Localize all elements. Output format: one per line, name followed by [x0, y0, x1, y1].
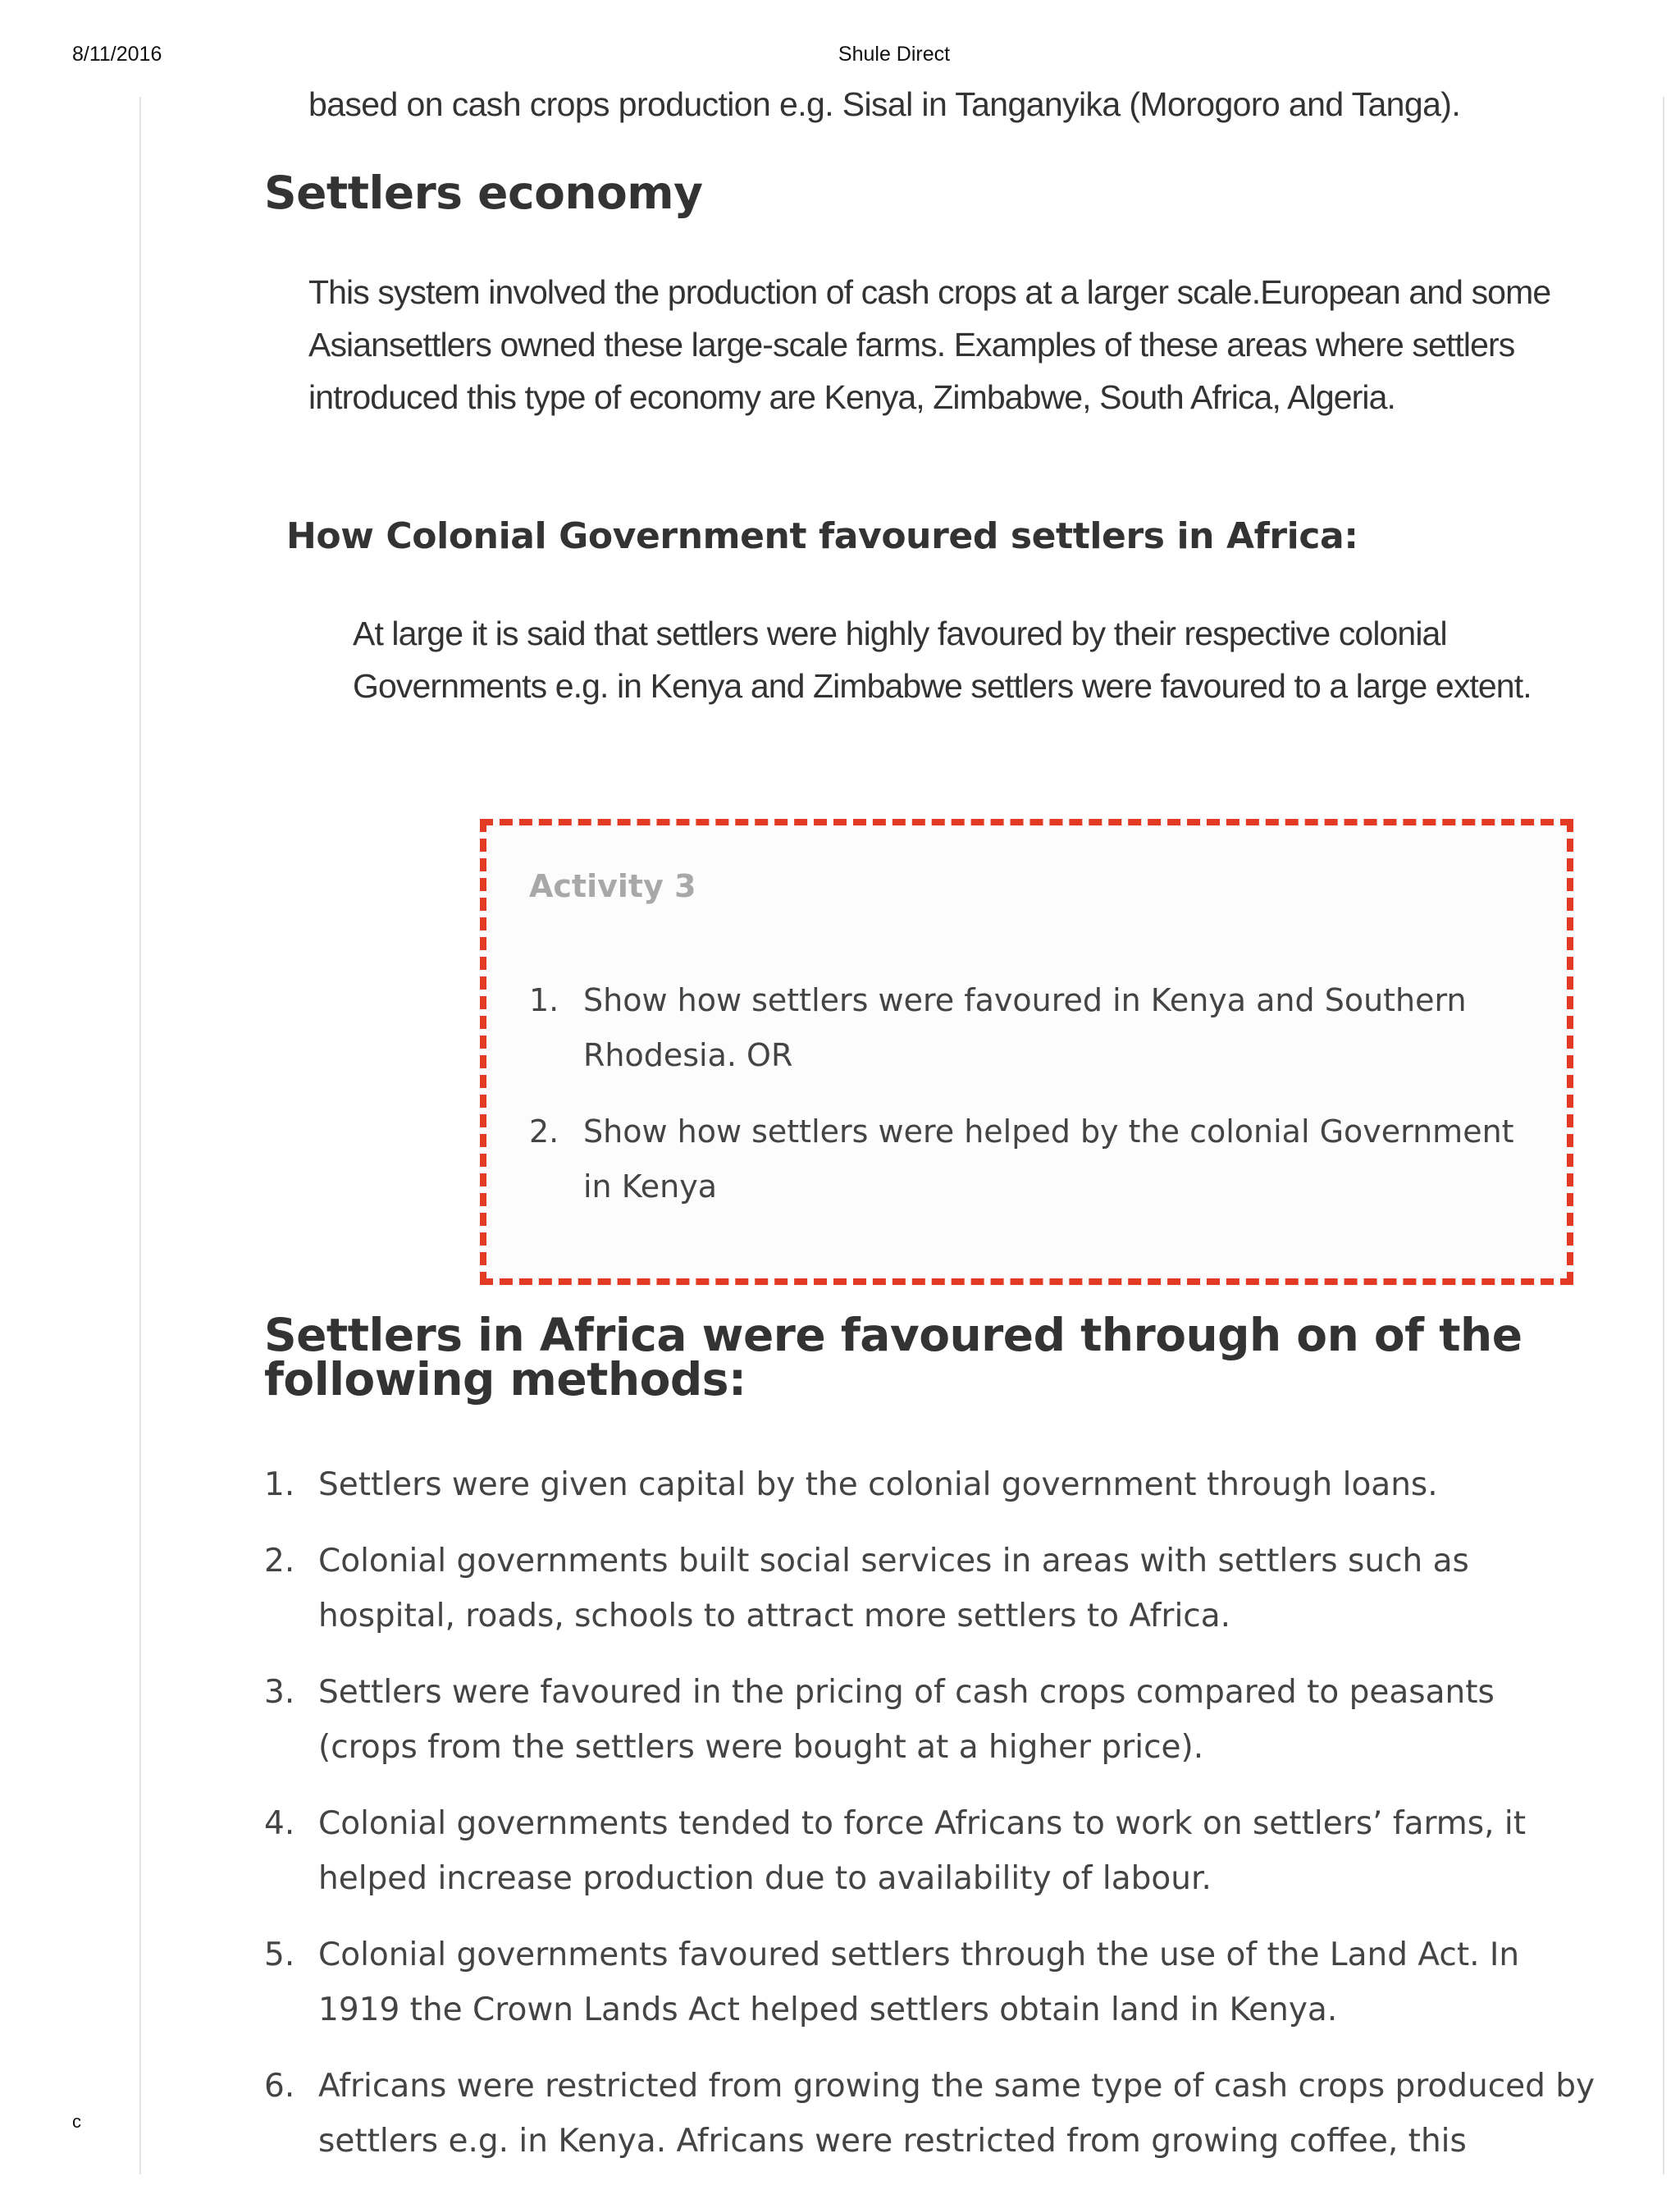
list-item: [264, 1665, 1601, 1775]
print-date: 8/11/2016: [72, 43, 162, 66]
list-item-text: Settlers were given capital by the colonial government through loans.: [318, 1466, 1438, 1503]
list-number: 1.: [264, 1466, 295, 1503]
favoured-methods-heading: Settlers in Africa were favoured through on of the following methods:: [264, 1309, 1522, 1406]
list-item-text: Colonial governments tended to force Africans to work on settlers’ farms, it helped increase production due to availability of labour.: [318, 1805, 1527, 1897]
list-number: 4.: [264, 1805, 295, 1842]
list-item: [264, 2059, 1601, 2169]
list-item-text: Settlers were favoured in the pricing of cash crops compared to peasants (crops from the settlers were bought at a higher price).: [318, 1674, 1495, 1766]
list-item: [264, 1457, 1601, 1512]
activity-question-text: Show how settlers were favoured in Kenya and Southern Rhodesia. OR: [583, 982, 1467, 1073]
list-item-text: Colonial governments built social services in areas with settlers such as hospital, roads, schools to attract more settlers to Africa.: [318, 1543, 1469, 1634]
list-number: 1.: [529, 982, 559, 1018]
list-item-text: Africans were restricted from growing the same type of cash crops produced by settlers e.g. in Kenya. Africans were restricted from growing coffee, this: [318, 2068, 1596, 2160]
activity-box: [480, 819, 1573, 1285]
list-number: 3.: [264, 1674, 295, 1711]
activity-question-text: Show how settlers were helped by the colonial Government in Kenya: [583, 1113, 1514, 1205]
colonial-government-heading: How Colonial Government favoured settlers in Africa:: [286, 515, 1358, 557]
settlers-economy-heading: Settlers economy: [264, 167, 703, 219]
list-number: 6.: [264, 2068, 295, 2105]
list-item: [264, 1927, 1601, 2037]
page-frame-left-border: [139, 97, 141, 2174]
list-item: [264, 1796, 1601, 1906]
activity-title: Activity 3: [529, 868, 696, 904]
activity-question: [529, 973, 1530, 1083]
continued-text-line: based on cash crops production e.g. Sisal in Tanganyika (Morogoro and Tanga).: [308, 85, 1461, 123]
list-item: [264, 1534, 1601, 1644]
favoured-methods-list: [264, 1457, 1601, 2190]
settlers-economy-paragraph: This system involved the production of cash crops at a larger scale.European and some Asiansettlers owned these large-scale farms. Examples of these areas where settlers introduced this type of economy are Kenya, Zimbabwe, South Africa, Algeria.: [308, 273, 1551, 416]
list-number: 5.: [264, 1936, 295, 1973]
activity-question-list: [529, 973, 1530, 1236]
list-number: 2.: [529, 1113, 559, 1150]
colonial-government-paragraph: At large it is said that settlers were highly favoured by their respective colonial Governments e.g. in Kenya and Zimbabwe settlers were favoured to a large extent.: [353, 615, 1532, 705]
page-footer-marker: c: [72, 2111, 81, 2132]
list-number: 2.: [264, 1543, 295, 1580]
print-site-title: Shule Direct: [838, 43, 951, 66]
page-frame-right-border: [1663, 97, 1664, 2174]
activity-question: [529, 1104, 1530, 1214]
list-item-text: Colonial governments favoured settlers through the use of the Land Act. In 1919 the Crown Lands Act helped settlers obtain land in Kenya.: [318, 1936, 1520, 2028]
